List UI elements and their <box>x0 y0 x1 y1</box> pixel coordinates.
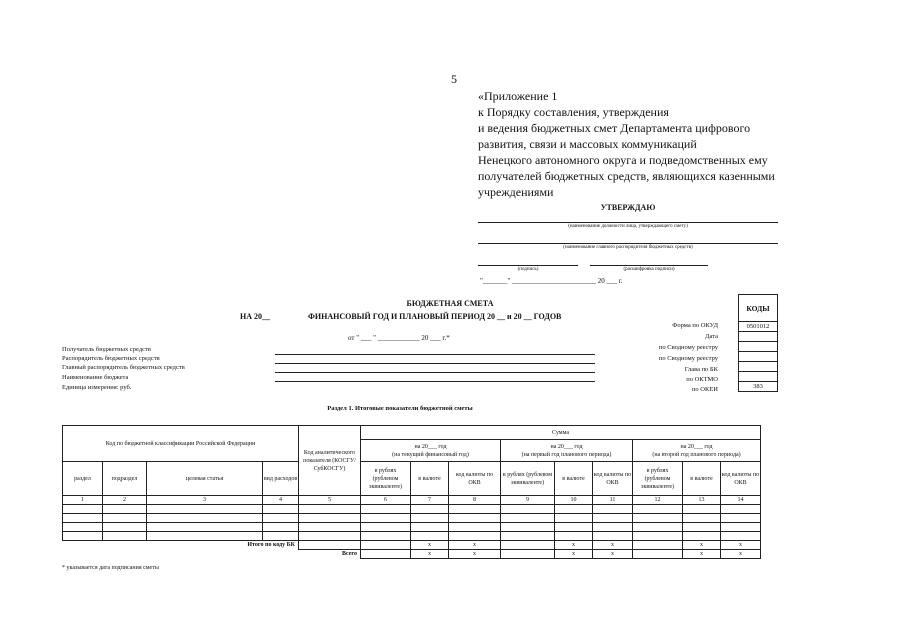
col-num: 7 <box>411 496 449 505</box>
code-oktmo <box>739 372 778 382</box>
year-1-label: на 20___ год <box>414 443 447 450</box>
code-date <box>739 332 778 342</box>
col-num: 3 <box>147 496 263 505</box>
year-3-label: на 20___ год <box>680 443 713 450</box>
header-target: целевая статья <box>147 462 263 496</box>
doc-title: БЮДЖЕТНАЯ СМЕТА <box>406 299 494 308</box>
signature-caption: (подпись) <box>517 267 539 272</box>
section-title: Раздел 1. Итоговые показатели бюджетной сметы <box>327 405 473 412</box>
label-registry-1: по Сводному реестру <box>658 344 718 351</box>
label-date: Дата <box>705 333 718 340</box>
label-distributor: Распорядитель бюджетных средств <box>62 355 160 362</box>
col-num: 10 <box>555 496 593 505</box>
approver-position-line <box>478 222 778 223</box>
code-registry-2 <box>739 352 778 362</box>
label-okei: по ОКЕИ <box>691 386 718 393</box>
header-podrazdel: подраздел <box>103 462 147 496</box>
appendix-line: Ненецкого автономного округа и подведомственных ему <box>478 153 768 167</box>
year-2-sub: (на первый год планового периода) <box>521 451 612 458</box>
label-okud: Форма по ОКУД <box>672 322 718 329</box>
doc-subtitle-year: НА 20__ <box>240 312 270 321</box>
year-1-sub: (на текущий финансовый год) <box>392 451 469 458</box>
label-chapter-bk: Глава по БК <box>684 366 718 373</box>
footnote: * указывается дата подписания сметы <box>62 565 159 571</box>
col-num: 6 <box>361 496 411 505</box>
decode-caption: (расшифровка подписи) <box>623 267 675 272</box>
col-num: 8 <box>449 496 501 505</box>
appendix-line: «Приложение 1 <box>478 89 558 103</box>
header-rub-1: в рублях (рублевом эквиваленте) <box>361 462 411 496</box>
x-mark: x <box>449 541 501 550</box>
budget-name-line <box>275 381 595 382</box>
header-sum: Сумма <box>361 426 761 440</box>
x-mark: x <box>449 550 501 559</box>
approval-date: "_______" ________________________ 20 ___ г. <box>480 277 623 285</box>
x-mark: x <box>683 541 721 550</box>
appendix-line: и ведения бюджетных смет Департамента цифрового <box>478 121 751 135</box>
main-distributor-line <box>275 372 595 373</box>
label-oktmo: по ОКТМО <box>686 376 718 383</box>
codes-header: КОДЫ <box>739 295 778 322</box>
page-number: 5 <box>451 72 457 86</box>
header-rub-2: в рублях (рублевом эквиваленте) <box>501 462 555 496</box>
total-bk-label: Итого по коду БК <box>63 541 299 550</box>
header-okv-2: код валюты по ОКВ <box>593 462 633 496</box>
recipient-line <box>275 354 595 355</box>
label-budget-name: Наименование бюджета <box>62 374 129 381</box>
table-row <box>63 523 761 532</box>
header-year-2 <box>501 440 633 462</box>
approver-position-caption: (наименование должности лица, утверждающего смету) <box>568 224 688 229</box>
total-bk-row <box>63 541 761 550</box>
total-all-label: Всего <box>63 550 361 559</box>
col-num: 1 <box>63 496 103 505</box>
col-num: 14 <box>721 496 761 505</box>
header-currency-1: в валюте <box>411 462 449 496</box>
doc-date: от " ___ " ____________ 20 ___ г.* <box>348 334 450 342</box>
doc-subtitle-period: ФИНАНСОВЫЙ ГОД И ПЛАНОВЫЙ ПЕРИОД 20 __ и 20 __ ГОДОВ <box>308 312 562 321</box>
manager-line <box>478 243 778 244</box>
table-row <box>63 532 761 541</box>
appendix-line: учреждениями <box>478 185 554 199</box>
table-row <box>63 514 761 523</box>
decode-line <box>590 265 708 266</box>
x-mark: x <box>555 541 593 550</box>
header-year-3 <box>633 440 761 462</box>
col-num: 11 <box>593 496 633 505</box>
signature-line <box>478 265 578 266</box>
code-registry-1 <box>739 342 778 352</box>
col-num: 4 <box>263 496 299 505</box>
label-recipient: Получатель бюджетных средств <box>62 346 151 353</box>
col-num: 2 <box>103 496 147 505</box>
appendix-line: развития, связи и массовых коммуникаций <box>478 137 697 151</box>
table-row <box>63 505 761 514</box>
x-mark: x <box>683 550 721 559</box>
total-all-row <box>63 550 761 559</box>
x-mark: x <box>411 550 449 559</box>
header-currency-2: в валюте <box>555 462 593 496</box>
col-num: 9 <box>501 496 555 505</box>
col-num: 5 <box>299 496 361 505</box>
code-okud: 0501012 <box>739 322 778 332</box>
x-mark: x <box>721 550 761 559</box>
x-mark: x <box>593 541 633 550</box>
year-2-label: на 20___ год <box>550 443 583 450</box>
budget-table <box>62 425 761 559</box>
x-mark: x <box>721 541 761 550</box>
header-razdel: раздел <box>63 462 103 496</box>
appendix-header <box>478 88 808 200</box>
label-unit: Единица измерения: руб. <box>62 384 132 391</box>
codes-table <box>738 294 778 392</box>
header-year-1 <box>361 440 501 462</box>
appendix-line: к Порядку составления, утверждения <box>478 105 669 119</box>
header-okv-1: код валюты по ОКВ <box>449 462 501 496</box>
code-chapter-bk <box>739 362 778 372</box>
header-kosgu: Код аналитического показателя (КОСГУ/ СубКОСГУ) <box>299 426 361 496</box>
header-bk: Код по бюджетной классификации Российской Федерации <box>63 426 299 462</box>
approval-title: УТВЕРЖДАЮ <box>600 203 656 212</box>
manager-caption: (наименование главного распорядителя бюджетных средств) <box>563 245 693 250</box>
label-main-distributor: Главный распорядитель бюджетных средств <box>62 364 185 371</box>
header-okv-3: код валюты по ОКВ <box>721 462 761 496</box>
header-currency-3: в валюте <box>683 462 721 496</box>
year-3-sub: (на второй год планового периода) <box>652 451 741 458</box>
x-mark: x <box>593 550 633 559</box>
x-mark: x <box>411 541 449 550</box>
col-num: 12 <box>633 496 683 505</box>
col-num: 13 <box>683 496 721 505</box>
doc-subtitle <box>240 312 640 321</box>
header-rub-3: в рублях (рублевом эквиваленте) <box>633 462 683 496</box>
appendix-line: получателей бюджетных средств, являющихся казенными <box>478 169 775 183</box>
code-okei: 383 <box>739 382 778 392</box>
distributor-line <box>275 363 595 364</box>
header-expense-type: вид расходов <box>263 462 299 496</box>
label-registry-2: по Сводному реестру <box>658 355 718 362</box>
x-mark: x <box>555 550 593 559</box>
